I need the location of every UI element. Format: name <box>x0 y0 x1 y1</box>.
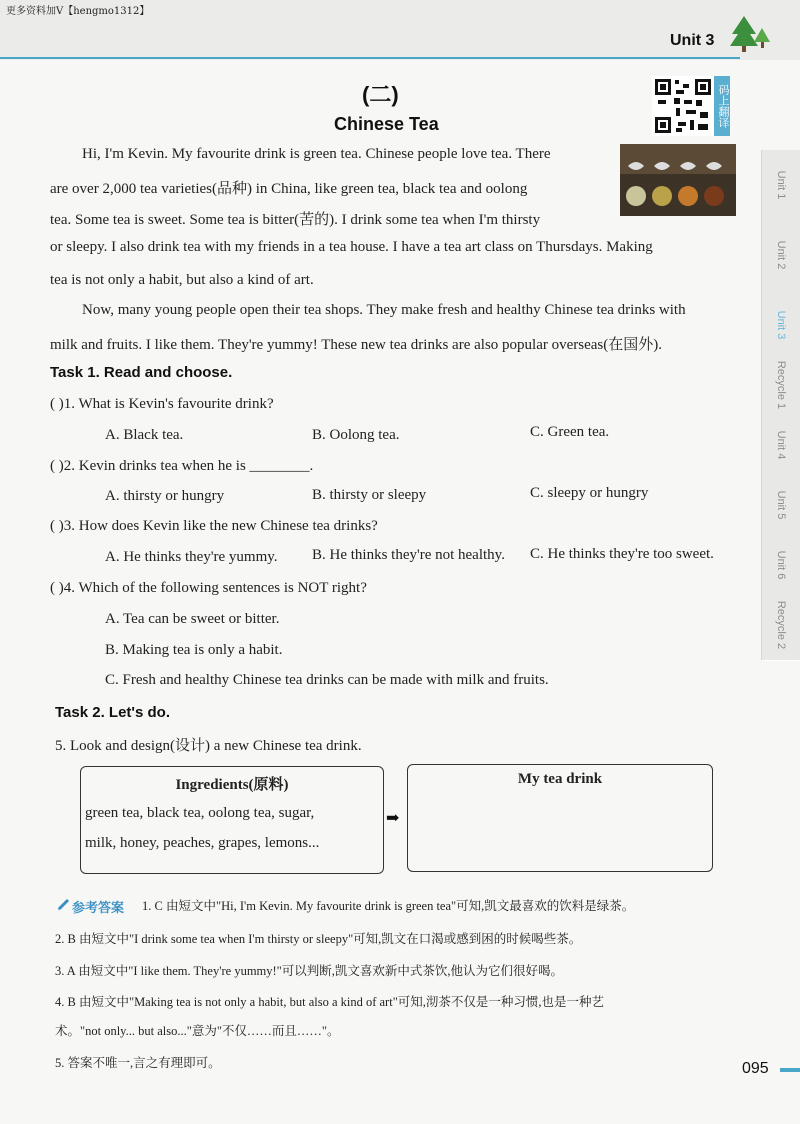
passage-line: are over 2,000 tea varieties(品种) in China, like green tea, black tea and oolong <box>50 181 528 197</box>
page-title: Chinese Tea <box>334 114 439 134</box>
answer-line-3: 3. A 由短文中"I like them. They're yummy!"可以判断,凯文喜欢新中式茶饮,他认为它们很好喝。 <box>55 964 564 978</box>
side-tab-rail <box>762 150 800 660</box>
question-2-option-b[interactable]: B. thirsty or sleepy <box>312 487 427 503</box>
question-4-option-b[interactable]: B. Making tea is only a habit. <box>105 642 283 658</box>
question-4-option-a[interactable]: A. Tea can be sweet or bitter. <box>105 611 280 627</box>
side-tab-unit-6[interactable]: Unit 6 <box>761 530 800 601</box>
answer-line-2: 2. B 由短文中"I drink some tea when I'm thirsty or sleepy"可知,凯文在口渴或感到困的时候喝些茶。 <box>55 932 582 946</box>
side-tab-recycle-2[interactable]: Recycle 2 <box>761 590 800 661</box>
section-number: (二) <box>362 82 399 107</box>
answer-key-label: 参考答案 <box>72 900 125 915</box>
question-2-option-c[interactable]: C. sleepy or hungry <box>530 485 649 501</box>
passage-line: tea. Some tea is sweet. Some tea is bitter(苦的). I drink some tea when I'm thirsty <box>50 212 541 228</box>
passage-line: tea is not only a habit, but also a kind of art. <box>50 272 314 288</box>
tea-photo-image <box>620 144 736 216</box>
question-2: ( )2. Kevin drinks tea when he is ________. <box>50 458 314 474</box>
question-3: ( )3. How does Kevin like the new Chinese tea drinks? <box>50 518 378 534</box>
pencil-icon <box>57 897 71 911</box>
passage-line: Now, many young people open their tea shops. They make fresh and healthy Chinese tea drinks with <box>82 302 686 318</box>
side-tab-unit-2[interactable]: Unit 2 <box>761 220 800 291</box>
my-tea-drink-title: My tea drink <box>517 771 603 787</box>
ingredients-list-line-2: milk, honey, peaches, grapes, lemons... <box>85 835 320 851</box>
unit-label: Unit 3 <box>670 32 715 49</box>
answer-line-4-continued: 术。"not only... but also..."意为"不仅……而且……"。 <box>55 1024 340 1038</box>
page-number: 095 <box>742 1060 769 1077</box>
task-2-instruction: 5. Look and design(设计) a new Chinese tea drink. <box>55 738 362 754</box>
question-2-option-a[interactable]: A. thirsty or hungry <box>105 488 225 504</box>
task-2-heading: Task 2. Let's do. <box>55 704 170 721</box>
ingredients-title: Ingredients(原料) <box>175 777 289 793</box>
side-tab-recycle-1[interactable]: Recycle 1 <box>761 350 800 421</box>
side-tab-unit-5[interactable]: Unit 5 <box>761 470 800 541</box>
ingredients-list-line-1: green tea, black tea, oolong tea, sugar, <box>85 805 315 821</box>
passage-line: milk and fruits. I like them. They're yummy! These new tea drinks are also popular overseas(在国外). <box>50 337 662 353</box>
question-3-option-b[interactable]: B. He thinks they're not healthy. <box>312 547 505 563</box>
header-rule <box>0 57 740 59</box>
side-tab-unit-4[interactable]: Unit 4 <box>761 410 800 481</box>
qr-code-icon[interactable] <box>652 76 714 136</box>
passage-line: Hi, I'm Kevin. My favourite drink is green tea. Chinese people love tea. There <box>82 146 551 162</box>
tree-icon <box>728 14 774 54</box>
my-tea-drink-box[interactable] <box>407 764 713 872</box>
question-1-option-a[interactable]: A. Black tea. <box>105 427 184 443</box>
side-tab-unit-1[interactable]: Unit 1 <box>761 150 800 221</box>
question-1-option-c[interactable]: C. Green tea. <box>530 424 610 440</box>
arrow-right-icon: ➡ <box>386 808 400 827</box>
passage-line: or sleepy. I also drink tea with my friends in a tea house. I have a tea art class on Thursdays. Making <box>50 239 653 255</box>
qr-caption: 码上翻译 <box>714 76 730 136</box>
answer-line-4: 4. B 由短文中"Making tea is not only a habit, but also a kind of art"可知,沏茶不仅是一种习惯,也是一种艺 <box>55 995 605 1009</box>
question-3-option-c[interactable]: C. He thinks they're too sweet. <box>530 546 714 562</box>
question-1-option-b[interactable]: B. Oolong tea. <box>312 427 400 443</box>
question-4-option-c[interactable]: C. Fresh and healthy Chinese tea drinks can be made with milk and fruits. <box>105 672 549 688</box>
task-1-heading: Task 1. Read and choose. <box>50 364 233 381</box>
question-3-option-a[interactable]: A. He thinks they're yummy. <box>105 549 278 565</box>
answer-line-1: 1. C 由短文中"Hi, I'm Kevin. My favourite drink is green tea"可知,凯文最喜欢的饮料是绿茶。 <box>142 899 635 913</box>
page-number-accent <box>780 1068 800 1072</box>
watermark-text: 更多资料加V【hengmo1312】 <box>6 6 150 17</box>
question-4: ( )4. Which of the following sentences is NOT right? <box>50 580 367 596</box>
answer-line-5: 5. 答案不唯一,言之有理即可。 <box>55 1056 221 1070</box>
side-tab-unit-3[interactable]: Unit 3 <box>761 290 800 361</box>
ingredients-box <box>80 766 384 874</box>
question-1: ( )1. What is Kevin's favourite drink? <box>50 396 274 412</box>
